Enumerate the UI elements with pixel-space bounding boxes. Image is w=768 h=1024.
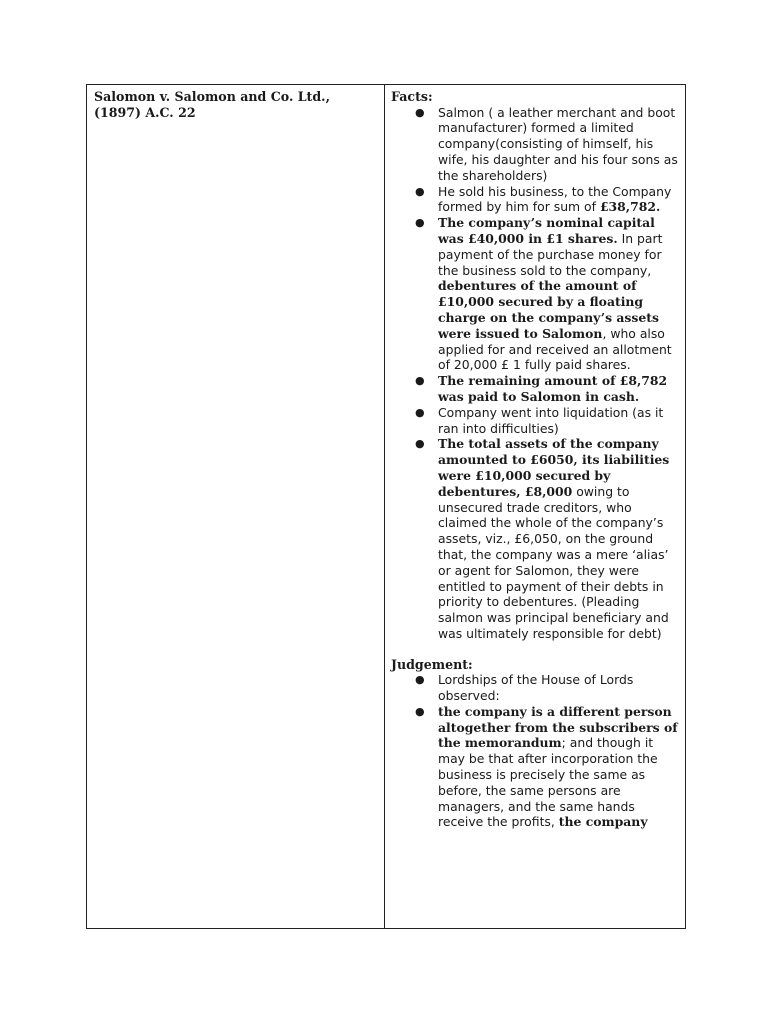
case-title: Salomon v. Salomon and Co. Ltd., (1897) A.C. 22	[94, 89, 330, 120]
facts-list	[385, 105, 685, 642]
case-table	[86, 84, 686, 929]
bullet-icon: ●	[415, 405, 425, 419]
text: In part payment of the purchase money for the business sold to the company,	[438, 230, 663, 278]
text: , who also applied for and received an allotment of 20,000 £ 1 fully paid shares.	[438, 325, 672, 373]
text: Company went into liquidation (as it ran into difficulties)	[438, 404, 664, 436]
list-item	[415, 183, 681, 216]
judgement-heading: Judgement:	[391, 656, 473, 672]
bullet-icon: ●	[415, 184, 425, 198]
list-item	[415, 404, 681, 437]
bullet-icon: ●	[415, 216, 425, 230]
facts-heading: Facts:	[391, 89, 433, 104]
case-cell	[87, 85, 385, 929]
bold-text: The total assets of the company amounted to £6050, its liabilities were £10,000 secured by debentures, £8,000	[438, 436, 670, 499]
list-item	[415, 703, 681, 830]
list-item	[415, 215, 681, 373]
bullet-icon: ●	[415, 704, 425, 718]
text: Lordships of the House of Lords observed:	[438, 672, 634, 704]
bullet-icon: ●	[415, 437, 425, 451]
text: Salmon ( a leather merchant and boot manufacturer) formed a limited company(consisting of himself, his wife, his daughter and his four sons as the shareholders)	[438, 104, 678, 183]
list-item	[415, 373, 681, 405]
bold-text: the company	[558, 814, 648, 830]
bold-text: £38,782.	[599, 199, 661, 215]
text: owing to unsecured trade creditors, who claimed the whole of the company’s assets, viz., £6,050, on the ground that, the company was a mere ‘alias’ or agent for Salomon, they were entitled to payment of their debts in priority to debentures. (Pleading salmon was principal beneficiary and was ultimately responsible for debt)	[438, 483, 669, 641]
judgement-list	[385, 672, 685, 830]
list-item	[415, 104, 681, 184]
bullet-icon: ●	[415, 673, 425, 687]
bold-text: debentures of the amount of £10,000 secured by a floating charge on the company’s assets were issued to Salomon	[438, 278, 659, 341]
text: ; and though it may be that after incorporation the business is precisely the same as before, the same persons are managers, and the same hands receive the profits,	[438, 735, 658, 830]
details-cell	[385, 85, 686, 929]
text: He sold his business, to the Company formed by him for sum of	[438, 183, 672, 215]
bullet-icon: ●	[415, 105, 425, 119]
bold-text: the company is a different person altogether from the subscribers of the memorandum	[438, 703, 678, 751]
bold-text: The remaining amount of £8,782 was paid to Salomon in cash.	[438, 373, 668, 404]
bullet-icon: ●	[415, 374, 425, 388]
list-item	[415, 672, 681, 704]
list-item	[415, 436, 681, 641]
bold-text: The company’s nominal capital was £40,000 in £1 shares.	[438, 215, 655, 246]
table-row	[87, 85, 686, 929]
